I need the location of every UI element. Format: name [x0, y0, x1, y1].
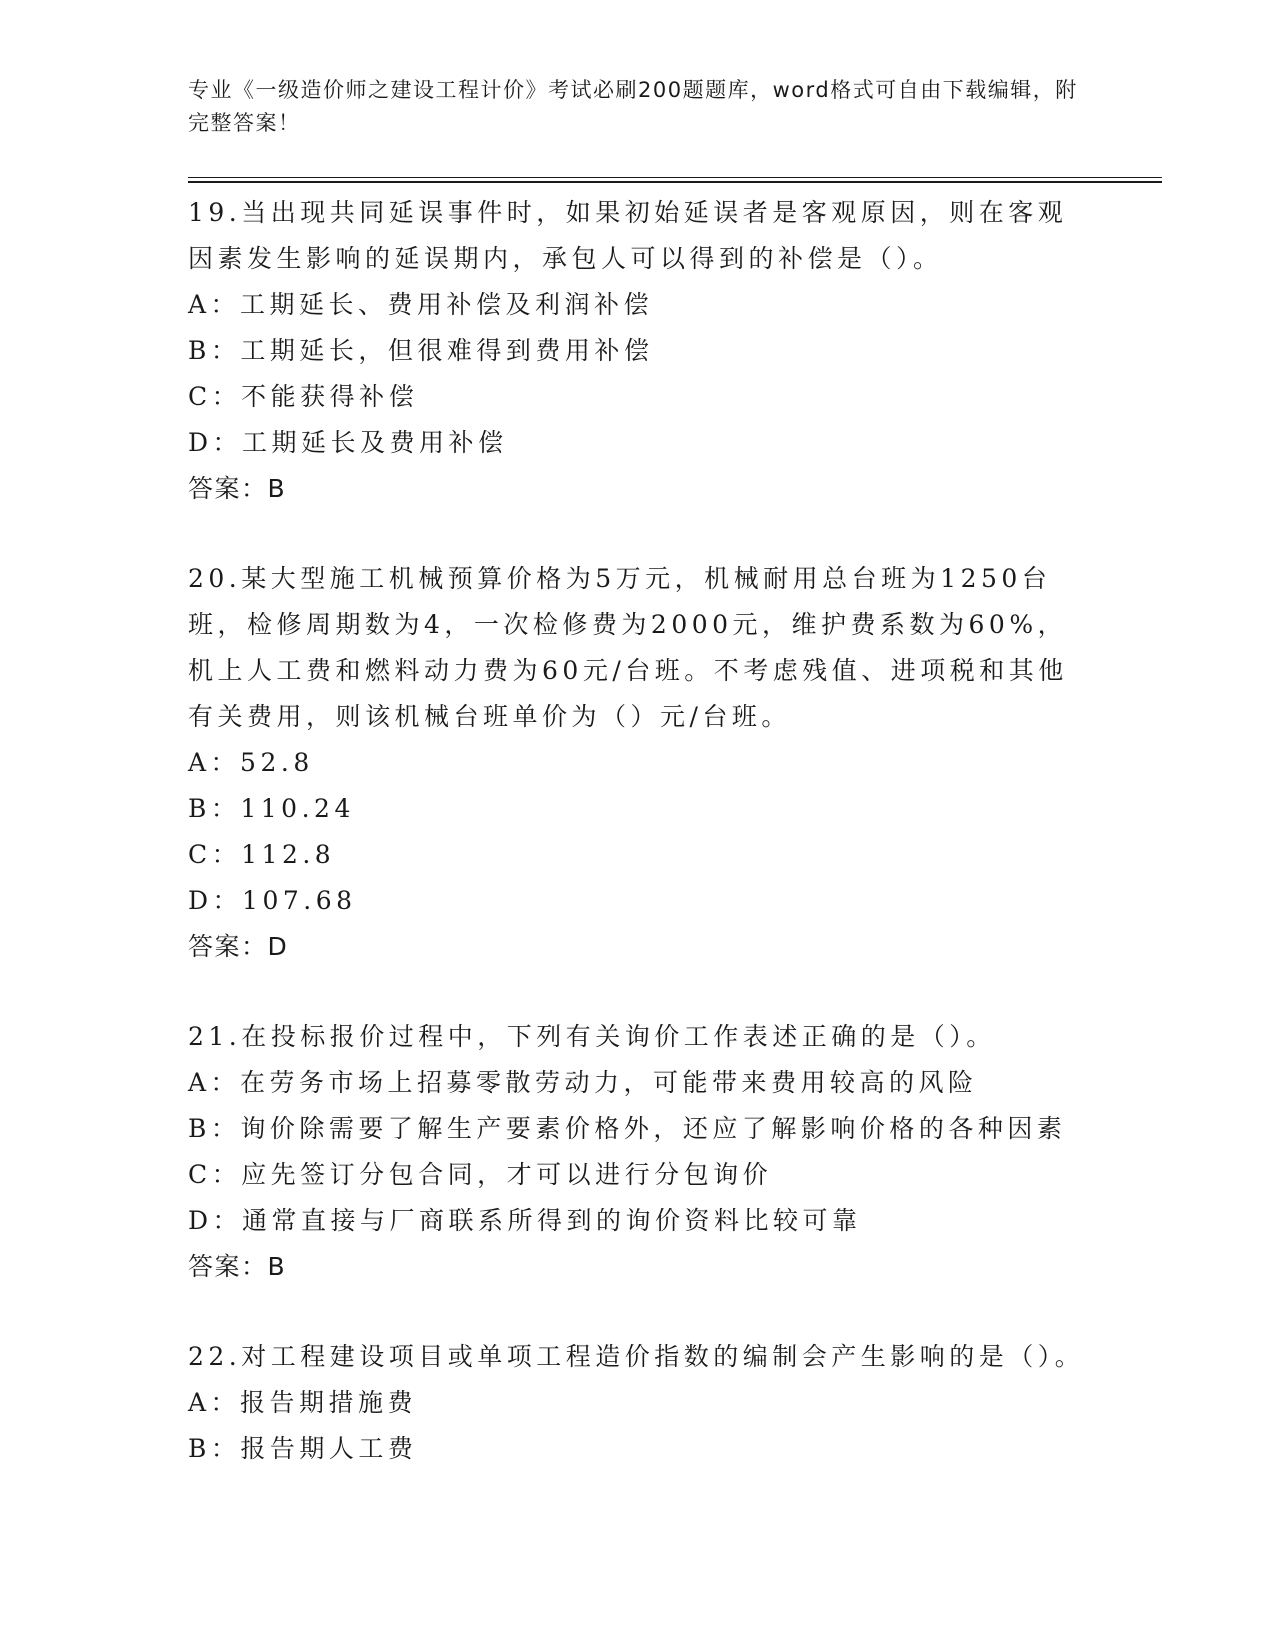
option-b: B：询价除需要了解生产要素价格外，还应了解影响价格的各种因素 [188, 1114, 1067, 1143]
answer-line: 答案：D [188, 932, 289, 961]
header-divider-thick [188, 181, 1162, 183]
page-header: 专业《一级造价师之建设工程计价》考试必刷200题题库，word格式可自由下载编辑，附完整答案！ [188, 78, 1078, 135]
option-c: C：不能获得补偿 [188, 382, 419, 411]
question-item [188, 1334, 1088, 1472]
option-b: B：110.24 [188, 794, 355, 823]
answer-line: 答案：B [188, 1252, 287, 1281]
option-a: A：工期延长、费用补偿及利润补偿 [188, 290, 654, 319]
option-a: A：52.8 [188, 748, 314, 777]
option-c: C：应先签订分包合同，才可以进行分包询价 [188, 1160, 773, 1189]
header-divider-thin [188, 177, 1162, 178]
option-b: B：工期延长，但很难得到费用补偿 [188, 336, 654, 365]
option-d: D：107.68 [188, 886, 357, 915]
question-stem: 20.某大型施工机械预算价格为5万元，机械耐用总台班为1250台班，检修周期数为4，一次检修费为2000元，维护费系数为60%，机上人工费和燃料动力费为60元/台班。不考虑残值、进项税和其他有关费用，则该机械台班单价为（）元/台班。 [188, 564, 1068, 731]
question-stem: 22.对工程建设项目或单项工程造价指数的编制会产生影响的是（）。 [188, 1342, 1085, 1371]
question-stem: 21.在投标报价过程中，下列有关询价工作表述正确的是（）。 [188, 1022, 996, 1051]
question-stem: 19.当出现共同延误事件时，如果初始延误者是客观原因，则在客观因素发生影响的延误期内，承包人可以得到的补偿是（）。 [188, 198, 1068, 273]
option-c: C：112.8 [188, 840, 336, 869]
question-item [188, 1014, 1088, 1290]
option-d: D：通常直接与厂商联系所得到的询价资料比较可靠 [188, 1206, 862, 1235]
question-item [188, 190, 1088, 512]
option-b: B：报告期人工费 [188, 1434, 418, 1463]
option-a: A：在劳务市场上招募零散劳动力，可能带来费用较高的风险 [188, 1068, 978, 1097]
option-a: A：报告期措施费 [188, 1388, 418, 1417]
answer-line: 答案：B [188, 474, 287, 503]
question-item [188, 556, 1088, 970]
option-d: D：工期延长及费用补偿 [188, 428, 508, 457]
question-list [188, 190, 1088, 1516]
